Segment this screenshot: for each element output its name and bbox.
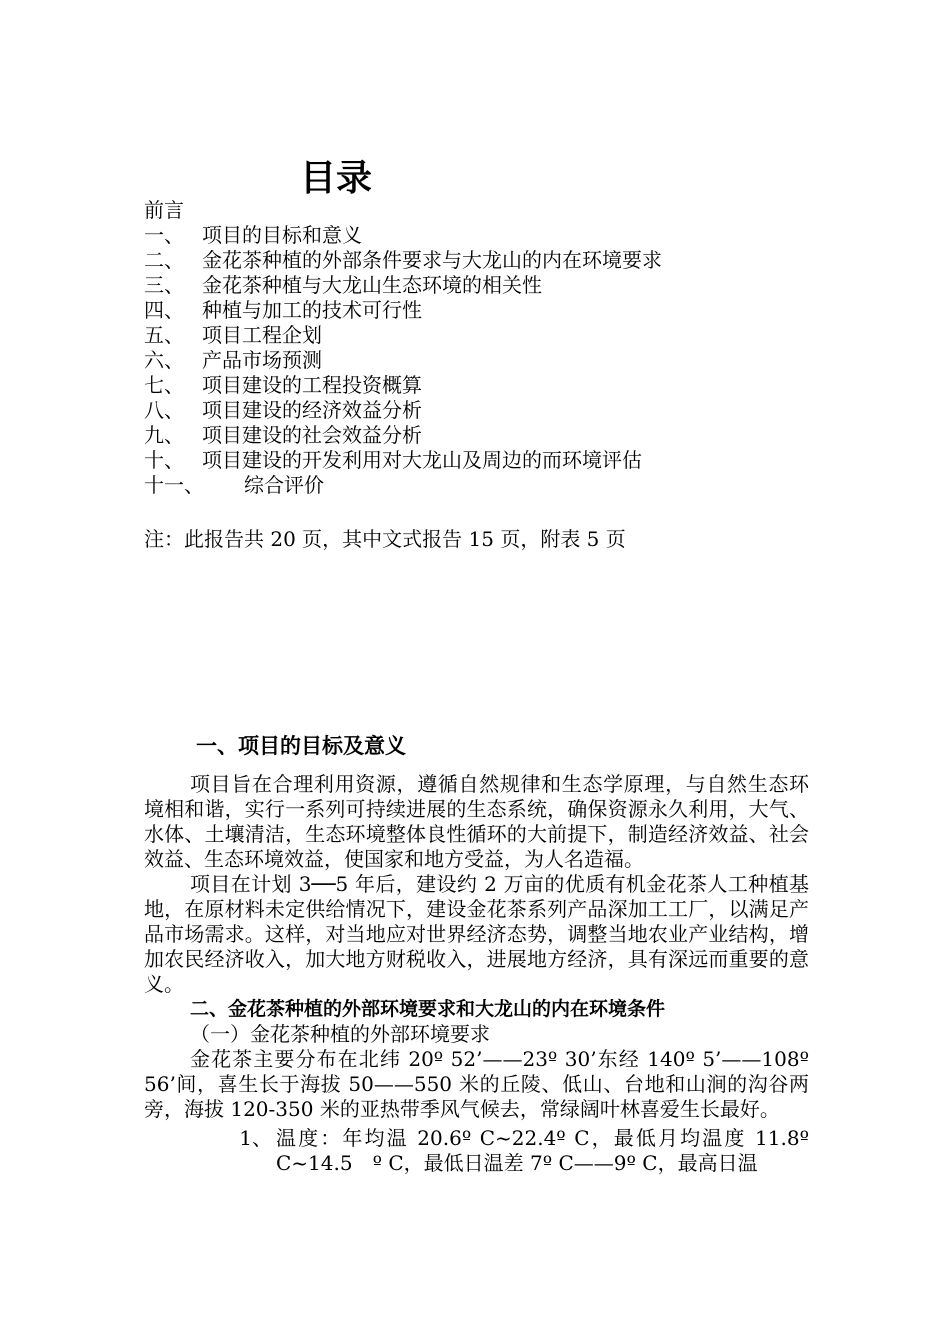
toc-item-text: 种植与加工的技术可行性 <box>202 298 422 322</box>
toc-item-number: 前言 <box>144 198 184 222</box>
section-1-heading: 一、项目的目标及意义 <box>196 734 406 758</box>
toc-item <box>144 423 662 448</box>
list-item-number: 1、 <box>239 1126 272 1150</box>
paragraph: 金花茶主要分布在北纬 20º 52’——23º 30’东经 140º 5’——108º 56’间，喜生长于海拔 50——550 米的丘陵、低山、台地和山涧的沟谷两旁，海拔 120-350 米的亚热带季风气候去，常绿阔叶林喜爱生长最好。 <box>144 1047 809 1121</box>
toc-item-number: 四、 <box>144 298 184 322</box>
list-item <box>144 1126 809 1176</box>
toc-item-number: 二、 <box>144 248 184 272</box>
toc-item <box>144 273 662 298</box>
toc-item <box>144 473 662 498</box>
toc-item-text: 综合评价 <box>244 473 324 497</box>
toc-item <box>144 448 662 473</box>
paragraph: 项目旨在合理利用资源，遵循自然规律和生态学原理，与自然生态环境相和谐，实行一系列可持续进展的生态系统，确保资源永久利用，大气、水体、土壤清洁，生态环境整体良性循环的大前提下，制造经济效益、社会效益、生态环境效益，使国家和地方受益，为人名造福。 <box>144 772 809 871</box>
toc-item-number: 七、 <box>144 373 184 397</box>
toc-item <box>144 198 662 223</box>
toc-item-number: 一、 <box>144 223 184 247</box>
toc-item-number: 十、 <box>144 448 184 472</box>
toc-item-number: 九、 <box>144 423 184 447</box>
toc-item-text: 产品市场预测 <box>202 348 322 372</box>
toc-item-number: 十一、 <box>144 473 204 497</box>
body-text <box>144 772 809 1176</box>
list-item-text: 温度：年均温 20.6º C~22.4º C，最低月均温度 11.8º C~14.5 º C，最低日温差 7º C——9º C，最高日温 <box>276 1126 809 1175</box>
toc-item-text: 项目建设的工程投资概算 <box>202 373 422 397</box>
toc-item <box>144 373 662 398</box>
toc-item-number: 三、 <box>144 273 184 297</box>
toc-title: 目录 <box>300 158 373 199</box>
toc-item-number: 六、 <box>144 348 184 372</box>
toc-item <box>144 323 662 348</box>
toc-item <box>144 223 662 248</box>
toc-item-text: 金花茶种植的外部条件要求与大龙山的内在环境要求 <box>202 248 662 272</box>
section-2-heading: 二、金花茶种植的外部环境要求和大龙山的内在环境条件 <box>190 998 666 1020</box>
page-count-note: 注：此报告共 20 页，其中文式报告 15 页，附表 5 页 <box>144 527 626 551</box>
toc-item-number: 八、 <box>144 398 184 422</box>
toc-item <box>144 248 662 273</box>
paragraph: 项目在计划 3──5 年后，建设约 2 万亩的优质有机金花茶人工种植基地，在原材料未定供给情况下，建设金花茶系列产品深加工工厂，以满足产品市场需求。这样，对当地应对世界经济态势，调整当地农业产业结构，增加农民经济收入，加大地方财税收入，进展地方经济，具有深远而重要的意义。 <box>144 872 809 996</box>
toc-list <box>144 198 662 498</box>
toc-item-number: 五、 <box>144 323 184 347</box>
toc-item <box>144 298 662 323</box>
subsection-heading: （一）金花茶种植的外部环境要求 <box>190 1022 490 1046</box>
toc-item-text: 项目建设的开发利用对大龙山及周边的而环境评估 <box>202 448 642 472</box>
toc-item-text: 项目的目标和意义 <box>202 223 362 247</box>
toc-item-text: 项目建设的社会效益分析 <box>202 423 422 447</box>
toc-item-text: 金花茶种植与大龙山生态环境的相关性 <box>202 273 542 297</box>
toc-item-text: 项目建设的经济效益分析 <box>202 398 422 422</box>
toc-item <box>144 348 662 373</box>
toc-item <box>144 398 662 423</box>
toc-item-text: 项目工程企划 <box>202 323 322 347</box>
